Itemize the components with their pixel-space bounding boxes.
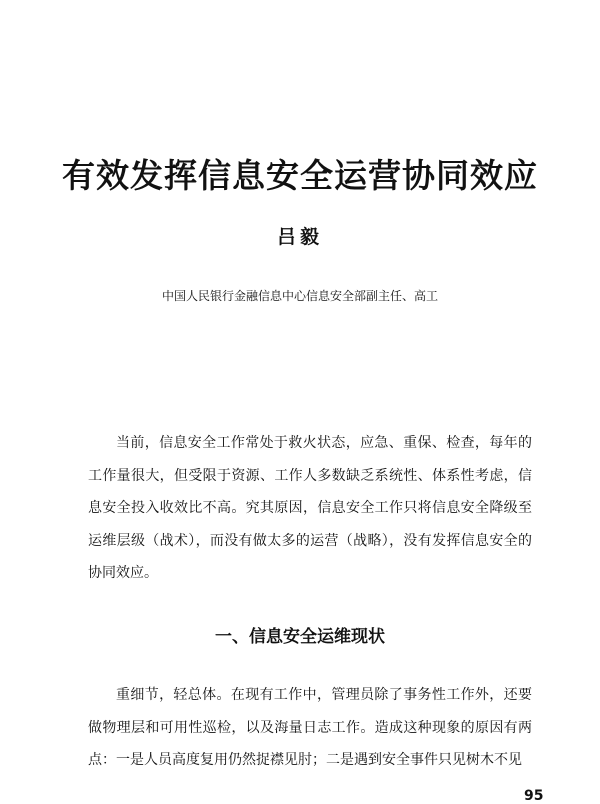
article-title: 有效发挥信息安全运营协同效应 — [62, 156, 538, 195]
author-affiliation: 中国人民银行金融信息中心信息安全部副主任、高工 — [161, 289, 438, 303]
author-name: 吕毅 — [276, 226, 323, 248]
body-paragraph: 重细节，轻总体。在现有工作中，管理员除了事务性工作外，还要做物理层和可用性巡检，以及海量日志工作。造成这种现象的原因有两点：一是人员高度复用仍然捉襟见肘；二是遇到安全事件只见树木不见 — [88, 687, 532, 768]
intro-paragraph: 当前，信息安全工作常处于救火状态，应急、重保、检查，每年的工作量很大，但受限于资源、工作人多数缺乏系统性、体系性考虑，信息安全投入收效比不高。究其原因，信息安全工作只将信息安全降级至运维层级（战术），而没有做太多的运营（战略），没有发挥信息安全的协同效应。 — [88, 435, 532, 581]
page-number: 95 — [524, 788, 544, 804]
section-heading: 一、信息安全运维现状 — [215, 627, 385, 647]
